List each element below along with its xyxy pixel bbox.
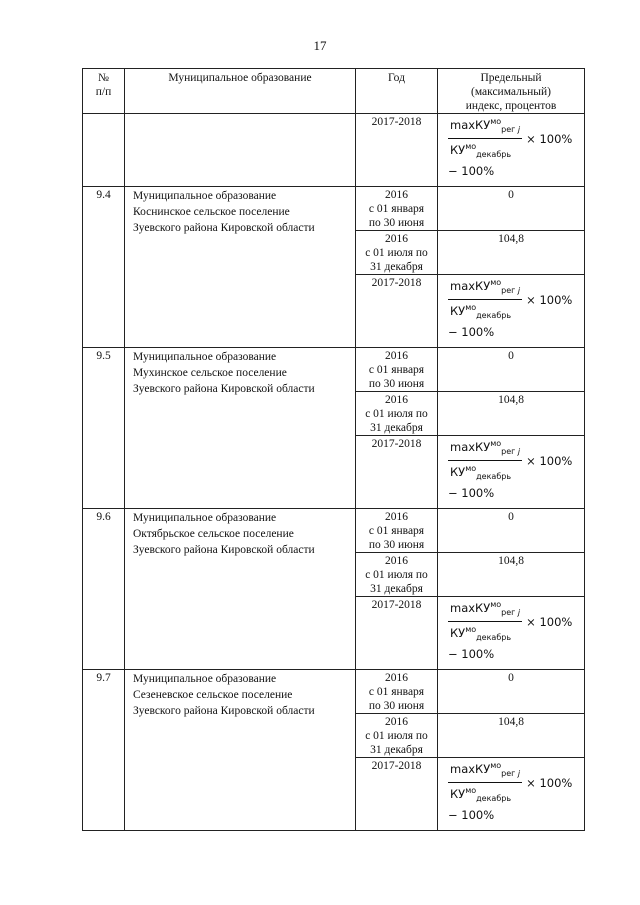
year-cell: 2017-2018 [356, 758, 438, 831]
index-formula [448, 598, 572, 661]
row-number: 9.6 [83, 509, 125, 670]
formula-denominator: $КУ^{мо}_{декабрь}$ [450, 464, 512, 481]
table-header-row [83, 69, 585, 114]
year-cell: 2016 с 01 июля по 31 декабря [356, 231, 438, 275]
formula-fraction [448, 598, 522, 645]
year-cell: 2016 с 01 января по 30 июня [356, 348, 438, 392]
formula-times: × 100% [526, 292, 573, 307]
formula-times: × 100% [526, 614, 573, 629]
header-year: Год [356, 69, 438, 114]
page-number: 17 [313, 38, 327, 53]
year-cell: 2016 с 01 июля по 31 декабря [356, 714, 438, 758]
index-value: 0 [438, 509, 585, 553]
formula-minus: − 100% [448, 647, 495, 661]
year-cell: 2017-2018 [356, 597, 438, 670]
row-number: 9.7 [83, 670, 125, 831]
year-cell: 2016 с 01 июля по 31 декабря [356, 553, 438, 597]
formula-numerator: maxКУ$^{мо}_{рег j}$ [448, 598, 522, 622]
formula-minus: − 100% [448, 164, 495, 178]
row-number: 9.5 [83, 348, 125, 509]
formula-times: × 100% [526, 131, 573, 146]
formula-numerator: maxКУ$^{мо}_{рег j}$ [448, 276, 522, 300]
formula-minus: − 100% [448, 325, 495, 339]
header-mo: Муниципальное образование [125, 69, 356, 114]
index-value: 0 [438, 187, 585, 231]
table-row [83, 348, 585, 392]
table-row [83, 509, 585, 553]
index-formula [448, 759, 572, 822]
formula-fraction [448, 276, 522, 323]
index-formula-cell [438, 436, 585, 509]
index-value: 104,8 [438, 714, 585, 758]
formula-fraction [448, 759, 522, 806]
formula-denominator: $КУ^{мо}_{декабрь}$ [450, 625, 512, 642]
formula-denominator: $КУ^{мо}_{декабрь}$ [450, 303, 512, 320]
year-cell: 2016 с 01 января по 30 июня [356, 670, 438, 714]
municipality-name: Муниципальное образование Коснинское сельское поселение Зуевского района Кировской области [125, 187, 356, 348]
year-cell: 2016 с 01 января по 30 июня [356, 187, 438, 231]
index-formula-cell [438, 597, 585, 670]
index-value: 104,8 [438, 553, 585, 597]
year-cell: 2016 с 01 июля по 31 декабря [356, 392, 438, 436]
formula-numerator: maxКУ$^{мо}_{рег j}$ [448, 759, 522, 783]
formula-denominator: $КУ^{мо}_{декабрь}$ [450, 786, 512, 803]
table-row-continued [83, 114, 585, 187]
index-value: 0 [438, 348, 585, 392]
formula-denominator: $КУ^{мо}_{декабрь}$ [450, 142, 512, 159]
formula-fraction [448, 115, 522, 162]
formula-times: × 100% [526, 453, 573, 468]
formula-fraction [448, 437, 522, 484]
year-cell: 2017-2018 [356, 275, 438, 348]
year-cell: 2017-2018 [356, 114, 438, 187]
header-num: № п/п [83, 69, 125, 114]
index-value: 104,8 [438, 231, 585, 275]
row-number: 9.4 [83, 187, 125, 348]
formula-times: × 100% [526, 775, 573, 790]
table-row [83, 670, 585, 714]
formula-minus: − 100% [448, 808, 495, 822]
tariff-index-table [82, 68, 585, 831]
formula-numerator: maxКУ$^{мо}_{рег j}$ [448, 437, 522, 461]
index-formula-cell [438, 114, 585, 187]
index-value: 0 [438, 670, 585, 714]
formula-minus: − 100% [448, 486, 495, 500]
year-cell: 2017-2018 [356, 436, 438, 509]
formula-numerator: maxКУ$^{мо}_{рег j}$ [448, 115, 522, 139]
index-formula [448, 276, 572, 339]
header-index: Предельный (максимальный) индекс, процентов [438, 69, 585, 114]
index-formula [448, 115, 572, 178]
index-value: 104,8 [438, 392, 585, 436]
table-row [83, 187, 585, 231]
year-cell: 2016 с 01 января по 30 июня [356, 509, 438, 553]
municipality-name: Муниципальное образование Сезеневское сельское поселение Зуевского района Кировской области [125, 670, 356, 831]
municipality-name: Муниципальное образование Октябрьское сельское поселение Зуевского района Кировской области [125, 509, 356, 670]
index-formula-cell [438, 275, 585, 348]
municipality-name: Муниципальное образование Мухинское сельское поселение Зуевского района Кировской области [125, 348, 356, 509]
index-formula [448, 437, 572, 500]
index-formula-cell [438, 758, 585, 831]
